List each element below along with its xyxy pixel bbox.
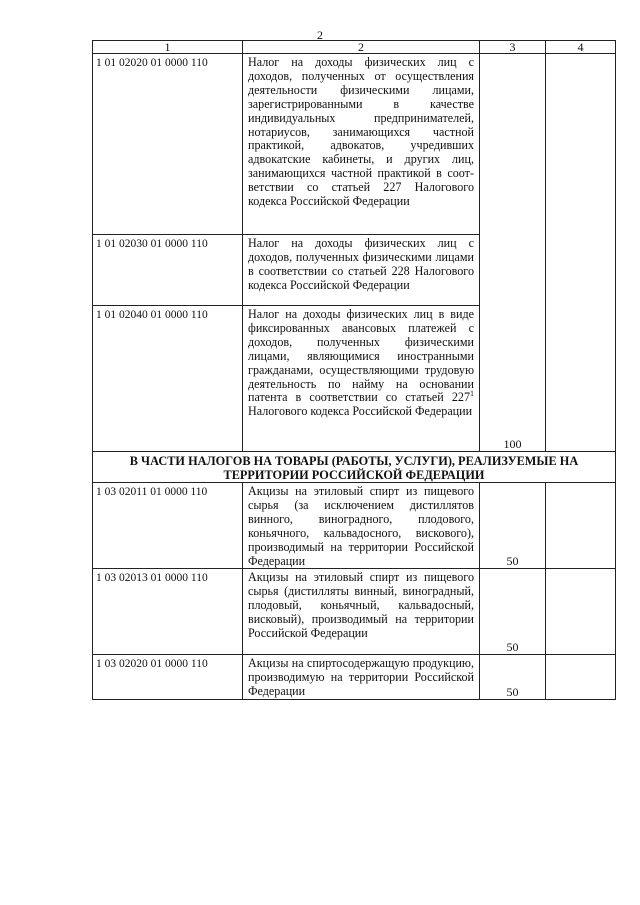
table-row (93, 655, 616, 700)
row-value-col4 (546, 306, 616, 452)
row-description: Налог на доходы физических лиц с доходов, полученных физическими лицами в соответствии со статьей 228 Налогового кодекса Российской Федерации (243, 235, 480, 306)
row-value-col3: 50 (480, 569, 546, 655)
row-code: 1 03 02020 01 0000 110 (93, 655, 243, 700)
table-row (93, 54, 616, 235)
row-value-col3: 100 (480, 54, 546, 452)
header-cell-2: 2 (243, 41, 480, 54)
row-code: 1 01 02030 01 0000 110 (93, 235, 243, 306)
row-code: 1 03 02011 01 0000 110 (93, 483, 243, 569)
section-row (93, 452, 616, 483)
row-value-col4 (546, 483, 616, 569)
table-header-row (93, 41, 616, 54)
row-code: 1 03 02013 01 0000 110 (93, 569, 243, 655)
row-description: Налог на доходы физических лиц с доходов, полученных от осуществления деятельности физическими лицами, зарегистрированными в качестве индивидуальных предпринимателей, нотариусов, занимающихся частной практикой, адвокатов, учредивших адвокатские кабинеты, и других лиц, занимающихся частной практикой в соответствии со статьей 227 Налогового кодекса Российской Федерации (243, 54, 480, 235)
row-value-col4 (546, 54, 616, 306)
header-cell-4: 4 (546, 41, 616, 54)
section-title: В ЧАСТИ НАЛОГОВ НА ТОВАРЫ (РАБОТЫ, УСЛУГИ), РЕАЛИЗУЕМЫЕ НА ТЕРРИТОРИИ РОССИЙСКОЙ ФЕДЕРАЦИИ (93, 452, 616, 483)
page-number: 2 (317, 28, 323, 42)
row-description: Налог на доходы физических лиц в виде фиксированных авансовых платежей с доходов, полученных физическими лицами, являющимися иностранными гражданами, осуществляющими трудовую деятельность по найму на основании патента в соответствии со статьей $227^1$ Налогового кодекса Российской Федерации (243, 306, 480, 452)
row-value-col3: 50 (480, 655, 546, 700)
header-cell-3: 3 (480, 41, 546, 54)
row-value-col4 (546, 655, 616, 700)
table-row (93, 569, 616, 655)
table-row (93, 483, 616, 569)
row-value-col4 (546, 569, 616, 655)
row-code: 1 01 02020 01 0000 110 (93, 54, 243, 235)
header-cell-1: 1 (93, 41, 243, 54)
row-code: 1 01 02040 01 0000 110 (93, 306, 243, 452)
revenue-table (92, 40, 616, 700)
row-description: Акцизы на этиловый спирт из пищевого сырья (за исключением дистиллятов винного, виноградного, плодового, коньячного, кальвадосного, вискового), производимый на территории Российской Федерации (243, 483, 480, 569)
row-value-col3: 50 (480, 483, 546, 569)
row-description: Акцизы на этиловый спирт из пищевого сырья (дистилляты винный, виноградный, плодовый, коньячный, кальвадосный, висковый), производимый на территории Российской Федерации (243, 569, 480, 655)
row-description: Акцизы на спиртосодержащую продукцию, производимую на территории Российской Федерации (243, 655, 480, 700)
